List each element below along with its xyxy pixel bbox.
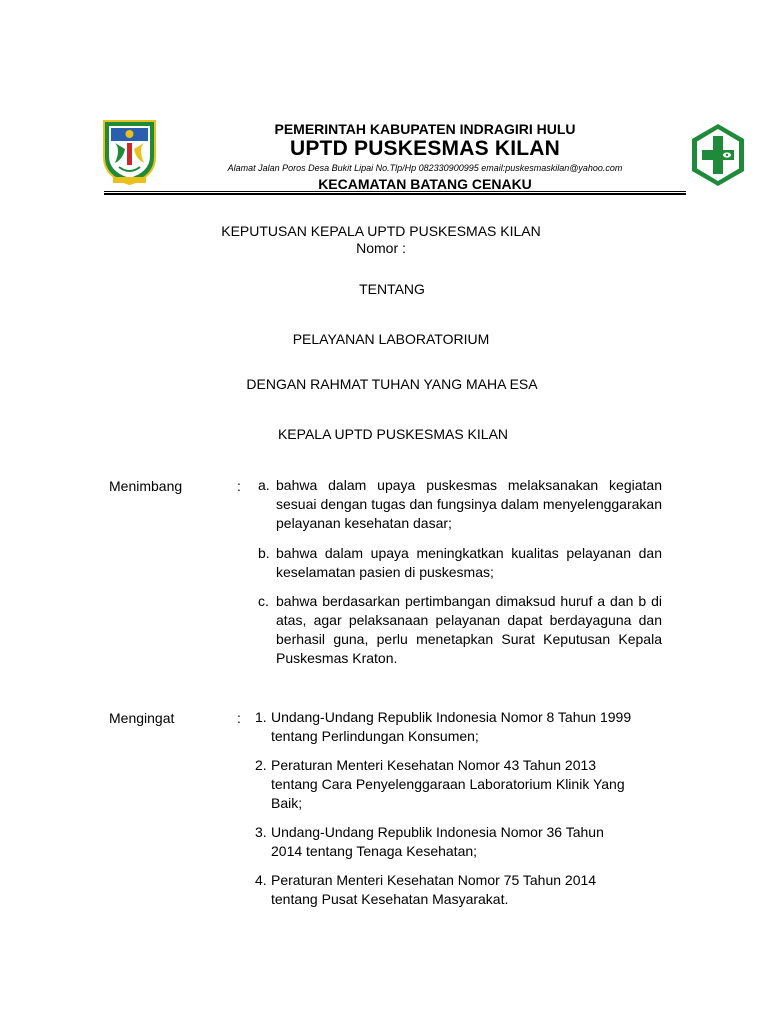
item-text: Undang-Undang Republik Indonesia Nomor 8 Tahun 1999 tentang Perlindungan Konsumen; — [271, 709, 632, 744]
mengingat-label: Mengingat — [109, 710, 175, 726]
menimbang-colon: : — [237, 478, 241, 494]
menimbang-item-a — [258, 476, 662, 533]
item-marker: 2. — [255, 757, 267, 773]
item-text: Peraturan Menteri Kesehatan Nomor 43 Tahun 2013 tentang Cara Penyelenggaraan Laboratorium Klinik Yang Baik; — [271, 757, 625, 811]
puskesmas-cross-logo-icon — [690, 122, 746, 188]
item-marker: 4. — [255, 872, 267, 888]
letterhead-divider-thin — [104, 191, 686, 192]
about-heading: TENTANG — [359, 281, 425, 297]
decree-number: Nomor : — [356, 240, 406, 256]
item-text: bahwa dalam upaya meningkatkan kualitas pelayanan dan keselamatan pasien di puskesmas; — [276, 545, 662, 580]
item-marker: b. — [258, 545, 270, 561]
mengingat-item-3 — [255, 823, 635, 861]
menimbang-item-b — [258, 544, 662, 582]
menimbang-label: Menimbang — [109, 478, 183, 494]
regency-coat-of-arms-icon — [101, 119, 158, 186]
mengingat-item-1 — [255, 708, 635, 746]
government-name: PEMERINTAH KABUPATEN INDRAGIRI HULU — [274, 121, 576, 137]
mengingat-item-4 — [255, 871, 635, 909]
item-text: Peraturan Menteri Kesehatan Nomor 75 Tahun 2014 tentang Pusat Kesehatan Masyarakat. — [271, 872, 597, 907]
item-text: bahwa dalam upaya puskesmas melaksanakan kegiatan sesuai dengan tugas dan fungsinya dalam menyelenggarakan pelayanan kesehatan dasar; — [276, 477, 662, 531]
mengingat-item-2 — [255, 756, 635, 813]
blessing-line: DENGAN RAHMAT TUHAN YANG MAHA ESA — [246, 376, 538, 392]
decree-subject: PELAYANAN LABORATORIUM — [292, 331, 490, 347]
item-text: Undang-Undang Republik Indonesia Nomor 36 Tahun 2014 tentang Tenaga Kesehatan; — [271, 824, 604, 859]
item-marker: 1. — [255, 709, 267, 725]
mengingat-colon: : — [237, 710, 241, 726]
item-marker: 3. — [255, 824, 267, 840]
item-marker: c. — [258, 593, 269, 609]
letterhead-divider-thick — [104, 193, 686, 195]
menimbang-item-c — [258, 592, 662, 668]
institution-address: Alamat Jalan Poros Desa Bukit Lipai No.Tlp/Hp 082330900995 email:puskesmaskilan@yahoo.com — [227, 163, 623, 173]
item-text: bahwa berdasarkan pertimbangan dimaksud huruf a dan b di atas, agar pelaksanaan pelayanan dapat berdayaguna dan berhasil guna, perlu menetapkan Surat Keputusan Kepala Puskesmas Kraton. — [276, 593, 662, 666]
item-marker: a. — [258, 477, 270, 493]
district-name: KECAMATAN BATANG CENAKU — [318, 176, 532, 192]
head-title: KEPALA UPTD PUSKESMAS KILAN — [277, 426, 509, 442]
institution-name: UPTD PUSKESMAS KILAN — [289, 137, 561, 160]
decree-title: KEPUTUSAN KEPALA UPTD PUSKESMAS KILAN — [221, 223, 541, 239]
